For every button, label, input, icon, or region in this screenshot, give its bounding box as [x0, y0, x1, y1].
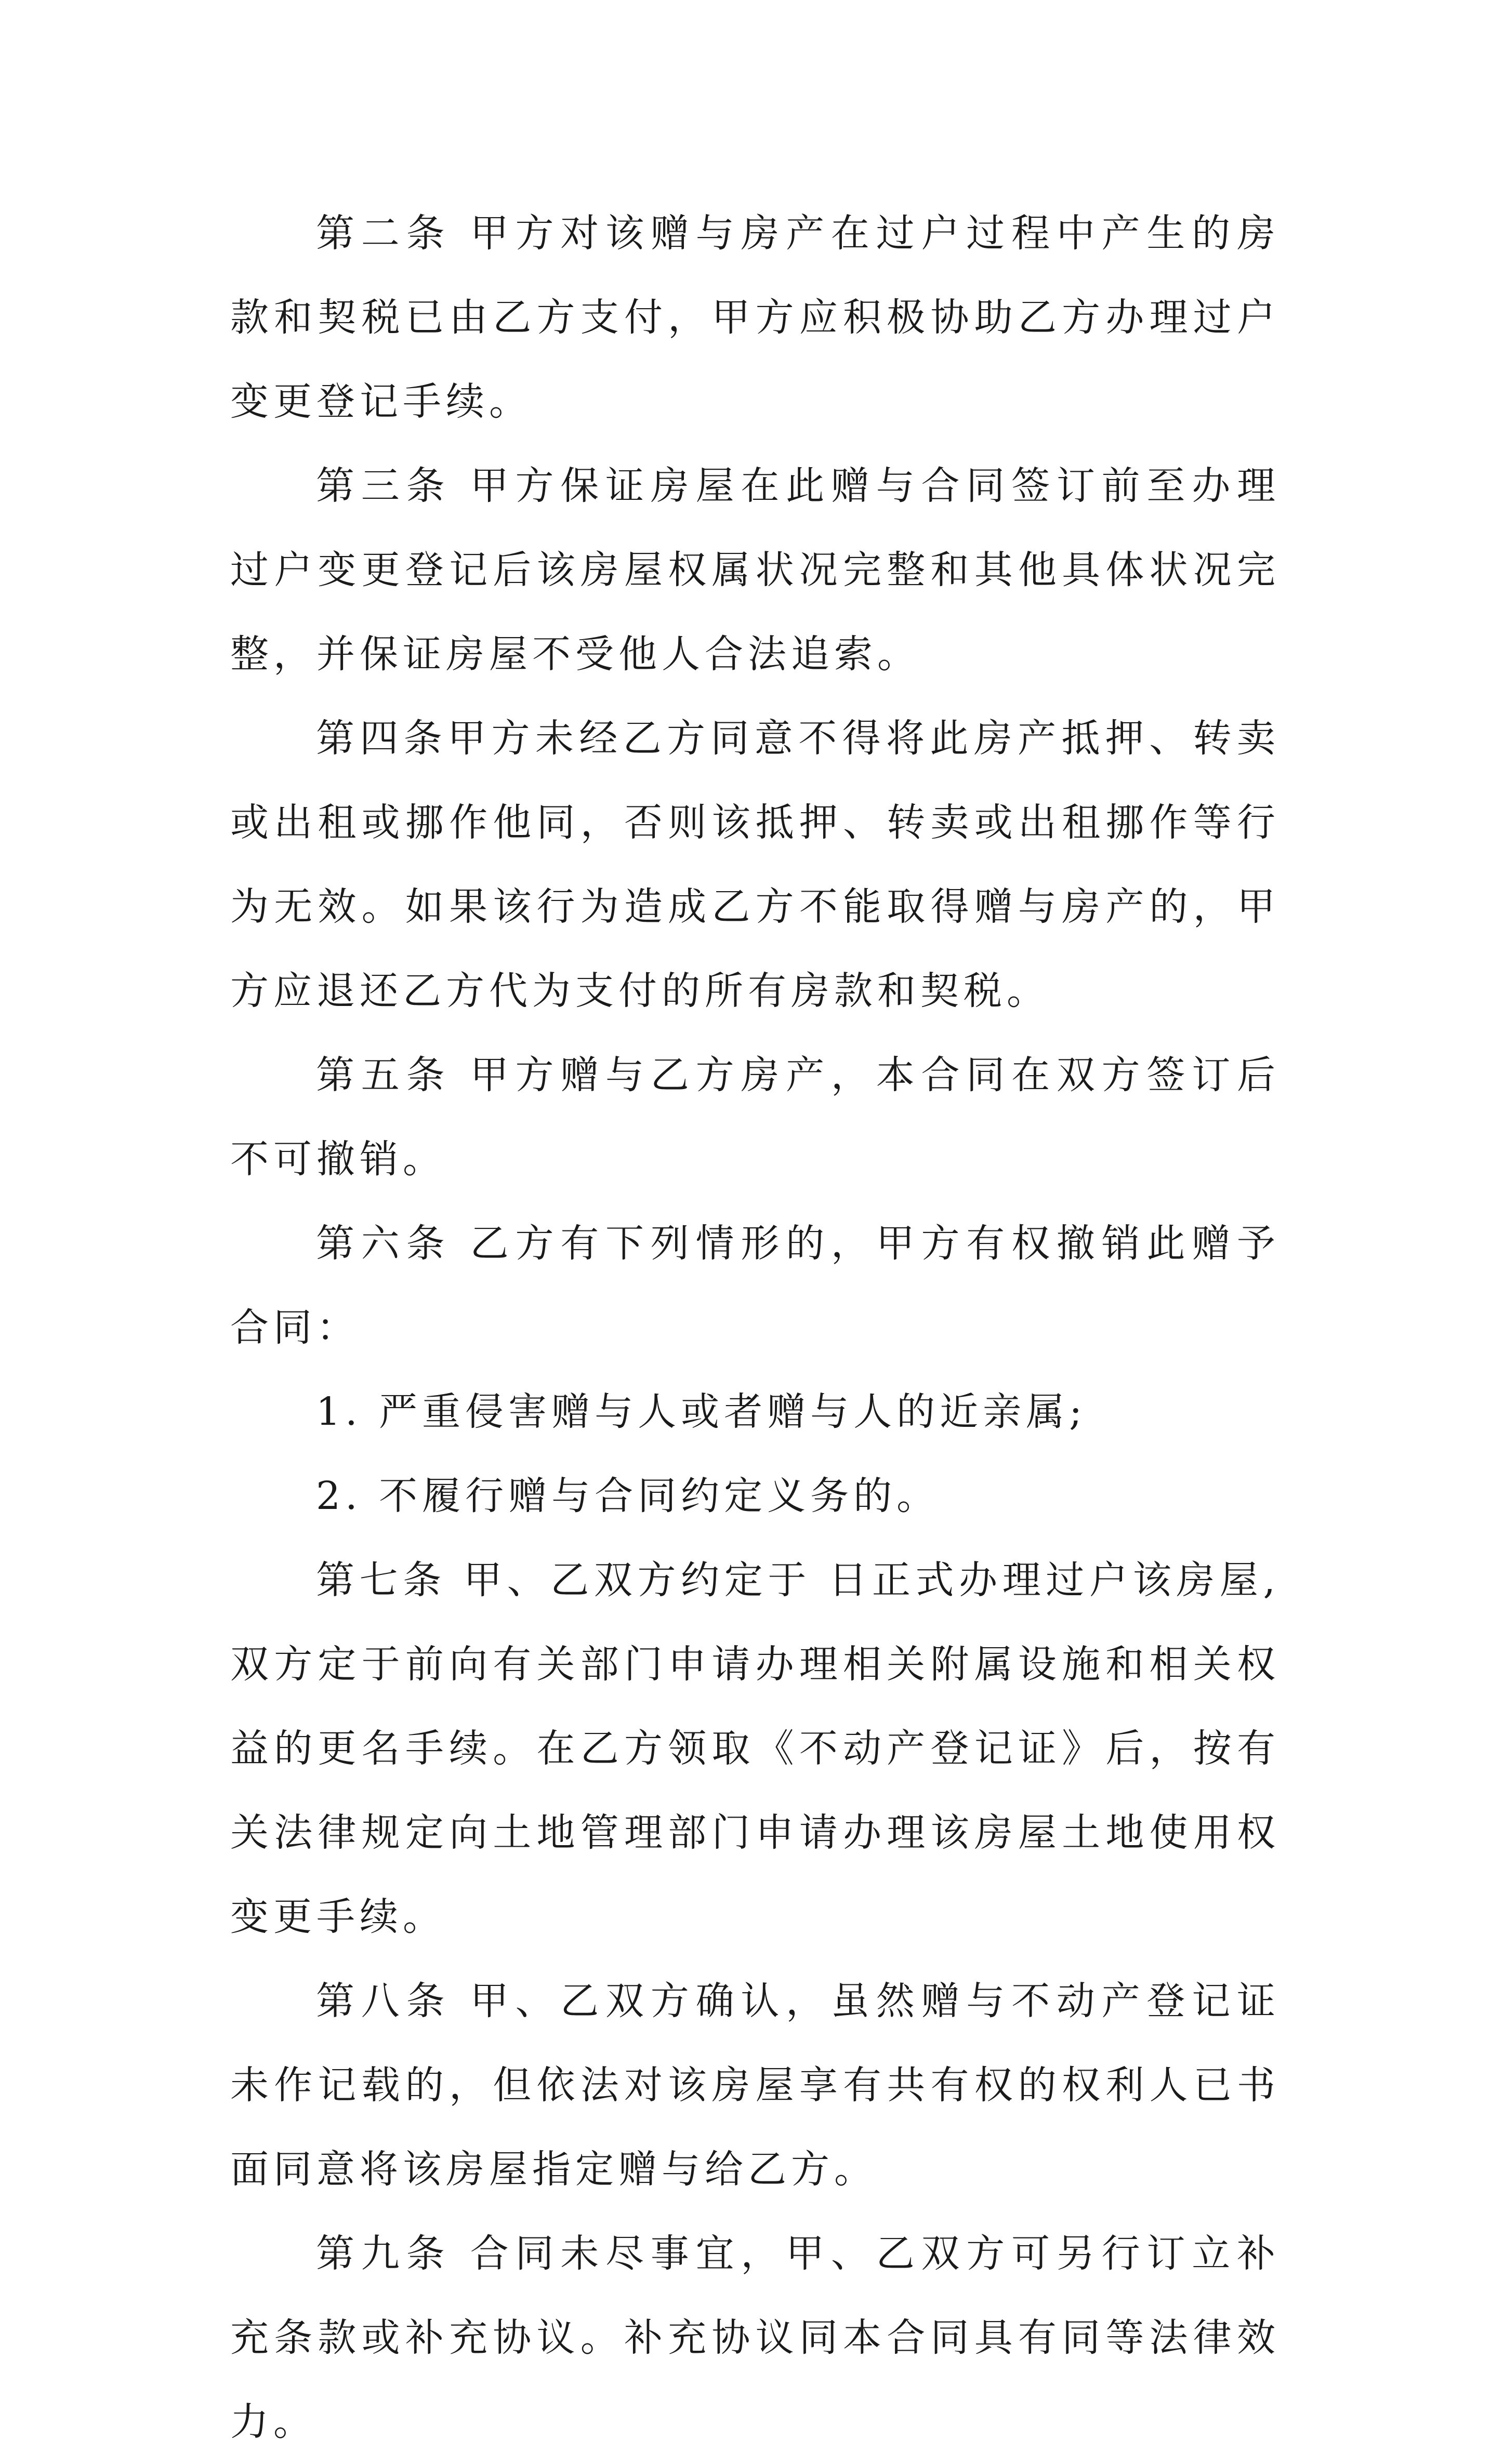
clause-5-paragraph: 第五条 甲方赠与乙方房产，本合同在双方签订后不可撤销。 [230, 1053, 1280, 1182]
clause-8-paragraph: 第八条 甲、乙双方确认，虽然赠与不动产登记证未作记载的，但依法对该房屋享有共有权的权利人已书面同意将该房屋指定赠与给乙方。 [230, 1979, 1280, 2192]
contract-body [230, 191, 1280, 2464]
clause-4-paragraph: 第四条甲方未经乙方同意不得将此房产抵押、转卖或出租或挪作他同，否则该抵押、转卖或出租挪作等行为无效。如果该行为造成乙方不能取得赠与房产的，甲方应退还乙方代为支付的所有房款和契税。 [230, 716, 1280, 1013]
clause-2-paragraph: 第二条 甲方对该赠与房产在过户过程中产生的房款和契税已由乙方支付，甲方应积极协助乙方办理过户变更登记手续。 [230, 211, 1280, 424]
clause-7-paragraph: 第七条 甲、乙双方约定于 日正式办理过户该房屋,双方定于前向有关部门申请办理相关附属设施和相关权益的更名手续。在乙方领取《不动产登记证》后，按有关法律规定向土地管理部门申请办理该房屋土地使用权变更手续。 [230, 1558, 1280, 1939]
clause-9-paragraph: 第九条 合同未尽事宜，甲、乙双方可另行订立补充条款或补充协议。补充协议同本合同具有同等法律效力。 [230, 2231, 1280, 2444]
clause-6-item-2: 2. 不履行赠与合同约定义务的。 [316, 1474, 940, 1518]
clause-3-paragraph: 第三条 甲方保证房屋在此赠与合同签订前至办理过户变更登记后该房屋权属状况完整和其他具体状况完整，并保证房屋不受他人合法追索。 [230, 463, 1280, 677]
clause-6-paragraph: 第六条 乙方有下列情形的，甲方有权撤销此赠予合同： [230, 1221, 1280, 1350]
clause-6-item-1: 1. 严重侵害赠与人或者赠与人的近亲属; [316, 1389, 1087, 1434]
